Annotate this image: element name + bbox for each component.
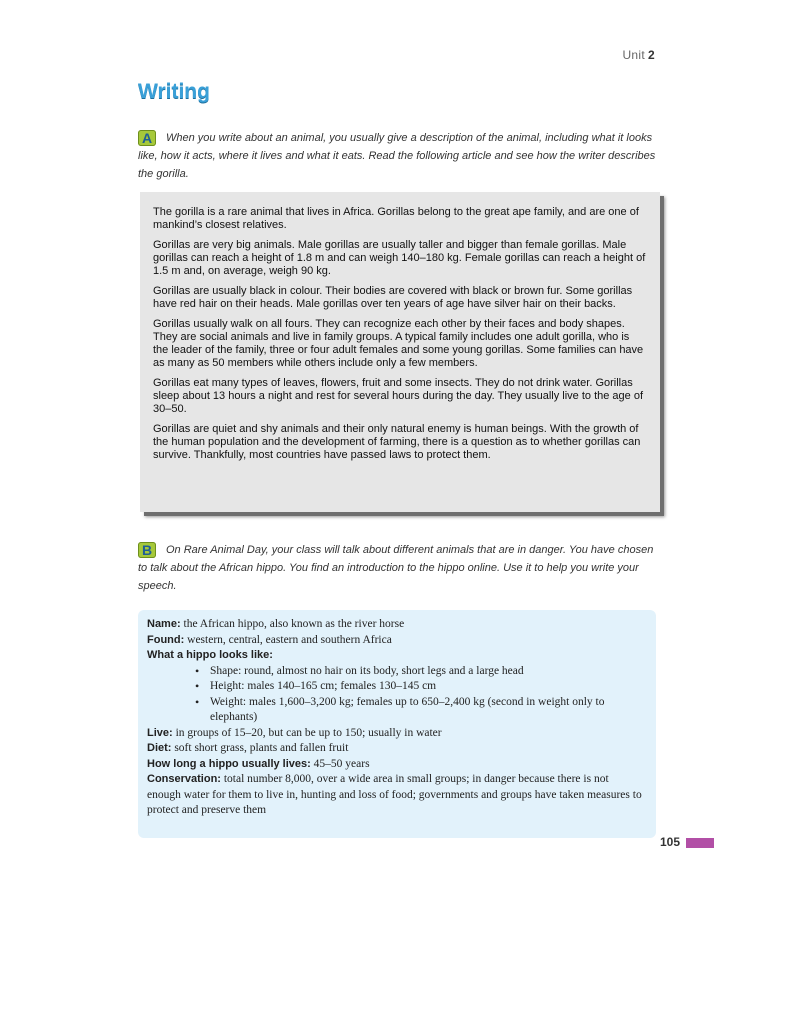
info-conservation-label: Conservation: bbox=[147, 773, 221, 785]
unit-word: Unit bbox=[622, 48, 646, 62]
gorilla-article bbox=[140, 192, 660, 512]
article-paragraph: Gorillas usually walk on all fours. They can recognize each other by their faces and body shapes. They are social animals and live in family groups. A typical family includes one adult gorilla, who is the leader of the family, three or four adult females and some young gorillas. Some families can have as many as 50 members while others include only a few members. bbox=[153, 318, 644, 369]
task-b-instructions bbox=[138, 541, 663, 595]
task-a-text: When you write about an animal, you usually give a description of the animal, including what it looks like, how it acts, where it lives and what it eats. Read the following article and see how the writer describes the gorilla. bbox=[138, 132, 656, 180]
info-name-value: the African hippo, also known as the river horse bbox=[180, 618, 405, 630]
list-item: • Height: males 140–165 cm; females 130–145 cm bbox=[197, 679, 644, 695]
article-paragraph: Gorillas are usually black in colour. Their bodies are covered with black or brown fur. Some gorillas have red hair on their heads. Male gorillas over ten years of age have silver hair on their backs. bbox=[153, 285, 633, 310]
unit-number: 2 bbox=[648, 48, 655, 62]
article-paragraph: Gorillas are quiet and shy animals and their only natural enemy is human beings. With the growth of the human population and the development of farming, there is a question as to whether gorillas can survive. Thankfully, most countries have passed laws to protect them. bbox=[153, 423, 641, 461]
hippo-info-box bbox=[138, 610, 656, 838]
section-title: Writing bbox=[138, 80, 210, 103]
info-live-value: in groups of 15–20, but can be up to 150; usually in water bbox=[172, 726, 442, 739]
info-found-value: western, central, eastern and southern Africa bbox=[184, 633, 392, 646]
task-b-badge: B bbox=[138, 542, 156, 558]
task-a-instructions bbox=[138, 129, 663, 183]
page-accent-bar bbox=[686, 838, 714, 848]
list-item: • Shape: round, almost no hair on its body, short legs and a large head bbox=[197, 664, 644, 680]
info-looks-list bbox=[147, 664, 644, 726]
info-looks-label: What a hippo looks like: bbox=[147, 649, 273, 661]
info-name-row bbox=[147, 617, 644, 633]
info-live-row bbox=[147, 726, 644, 742]
info-name-label: Name: bbox=[147, 618, 181, 630]
info-conservation-value: total number 8,000, over a wide area in small groups; in danger because there is not enough water for them to live in, hunting and loss of food; governments and groups have taken measures to protect and preserve them bbox=[147, 773, 642, 816]
info-live-label: Live: bbox=[147, 726, 173, 739]
info-found-label: Found: bbox=[147, 633, 185, 646]
info-diet-value: soft short grass, plants and fallen fruit bbox=[171, 742, 349, 754]
info-lifespan-value: 45–50 years bbox=[310, 757, 370, 770]
article-paragraph: Gorillas eat many types of leaves, flowers, fruit and some insects. They do not drink water. Gorillas sleep about 13 hours a night and rest for several hours during the day. They usually live to the age of 30–50. bbox=[153, 377, 644, 415]
task-a-badge: A bbox=[138, 130, 156, 146]
unit-label bbox=[622, 48, 655, 62]
info-looks-row bbox=[147, 648, 644, 664]
list-item: • Weight: males 1,600–3,200 kg; females up to 650–2,400 kg (second in weight only to elephants) bbox=[197, 695, 644, 726]
task-b-text: On Rare Animal Day, your class will talk about different animals that are in danger. You have chosen to talk about the African hippo. You find an introduction to the hippo online. Use it to help you write your speech. bbox=[138, 544, 654, 592]
info-lifespan-row bbox=[147, 757, 644, 773]
info-diet-row bbox=[147, 741, 644, 757]
article-paragraph: The gorilla is a rare animal that lives in Africa. Gorillas belong to the great ape family, and are one of mankind’s closest relatives. bbox=[153, 206, 639, 231]
info-conservation-row bbox=[147, 772, 644, 819]
page-number: 105 bbox=[660, 835, 681, 849]
info-found-row bbox=[147, 633, 644, 649]
info-lifespan-label: How long a hippo usually lives: bbox=[147, 757, 311, 770]
info-diet-label: Diet: bbox=[147, 742, 172, 754]
article-paragraph: Gorillas are very big animals. Male gorillas are usually taller and bigger than female gorillas. Male gorillas can reach a height of 1.8 m and can weigh 140–180 kg. Female gorillas can reach a height of 1.5 m and, on average, weigh 90 kg. bbox=[153, 239, 646, 277]
